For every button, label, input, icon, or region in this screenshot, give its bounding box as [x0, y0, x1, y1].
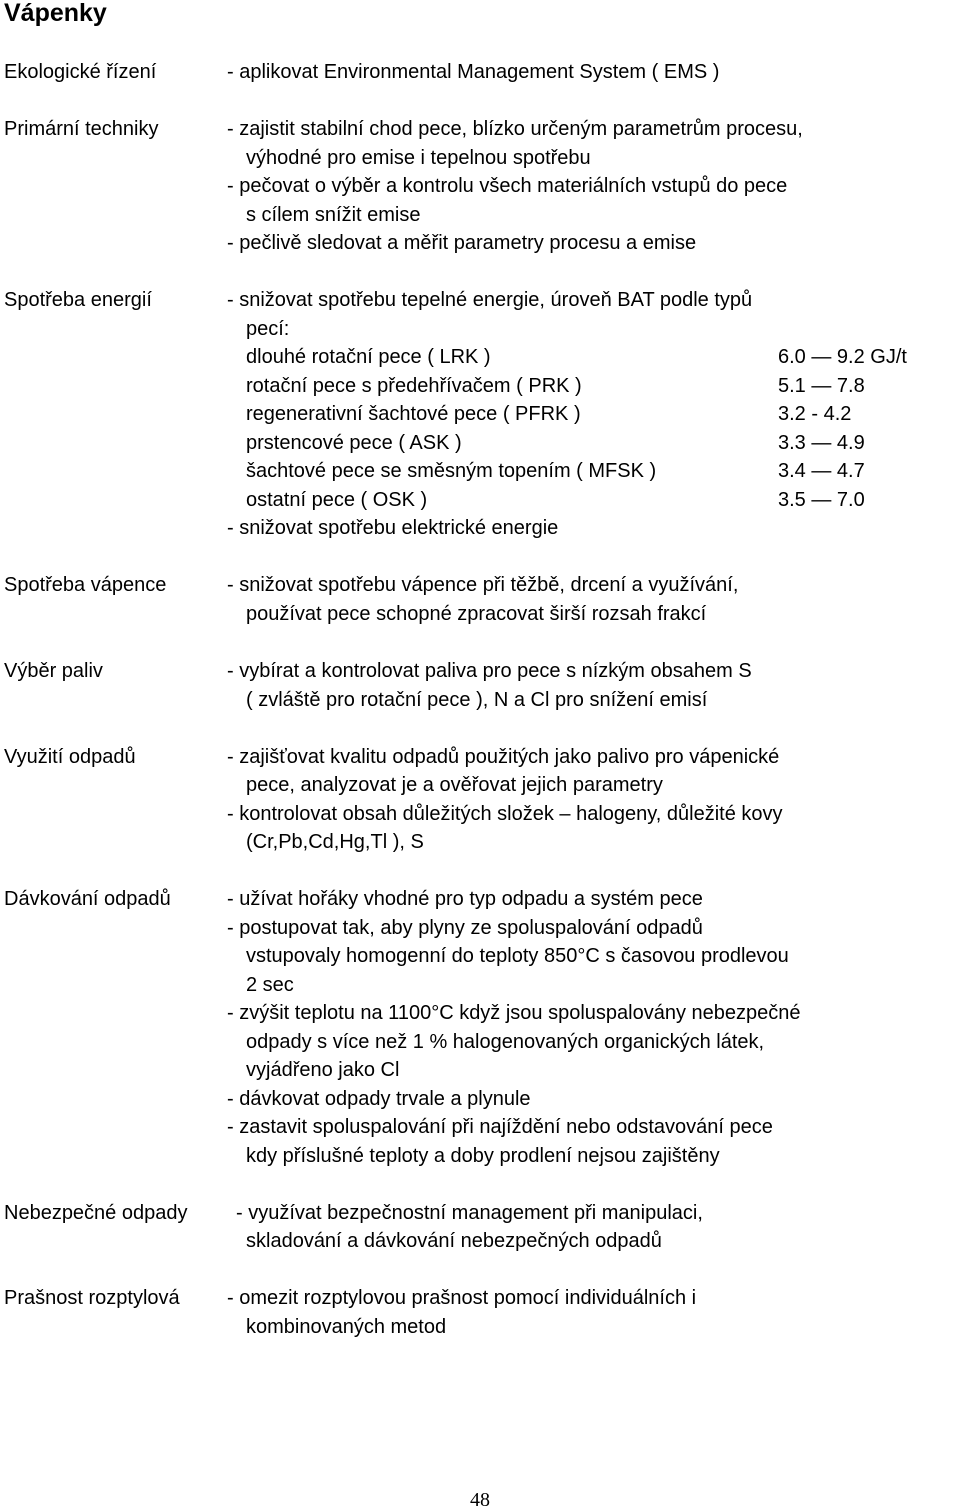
kiln-type-name: dlouhé rotační pece ( LRK ) — [246, 346, 491, 368]
section-line: kombinovaných metod — [246, 1316, 447, 1338]
section-line: skladování a dávkování nebezpečných odpadů — [246, 1230, 662, 1252]
section-line: pecí: — [246, 318, 290, 340]
section-label-ekologicke-rizeni: Ekologické řízení — [4, 61, 157, 83]
section-line: s cílem snížit emise — [246, 204, 421, 226]
section-line: - zastavit spoluspalování při najíždění nebo odstavování pece — [227, 1116, 773, 1138]
section-label-prasnost-rozptylova: Prašnost rozptylová — [4, 1287, 180, 1309]
kiln-energy-value: 6.0 — 9.2 GJ/t — [778, 346, 907, 368]
section-label-spotreba-vapence: Spotřeba vápence — [4, 574, 167, 596]
section-label-nebezpecne-odpady: Nebezpečné odpady — [4, 1202, 188, 1224]
page-number: 48 — [470, 1489, 490, 1511]
kiln-energy-value: 3.3 — 4.9 — [778, 432, 865, 454]
section-line: 2 sec — [246, 974, 294, 996]
section-label-primarni-techniky: Primární techniky — [4, 118, 159, 140]
kiln-energy-value: 3.5 — 7.0 — [778, 489, 865, 511]
section-line: vstupovaly homogenní do teploty 850°C s časovou prodlevou — [246, 945, 789, 967]
kiln-type-name: rotační pece s předehřívačem ( PRK ) — [246, 375, 582, 397]
section-line: - snižovat spotřebu vápence při těžbě, drcení a využívání, — [227, 574, 739, 596]
kiln-type-name: regenerativní šachtové pece ( PFRK ) — [246, 403, 581, 425]
section-label-vyuziti-odpadu: Využití odpadů — [4, 746, 136, 768]
kiln-type-name: prstencové pece ( ASK ) — [246, 432, 462, 454]
section-label-spotreba-energii: Spotřeba energií — [4, 289, 152, 311]
kiln-energy-value: 3.2 - 4.2 — [778, 403, 852, 425]
section-line: - pečovat o výběr a kontrolu všech materiálních vstupů do pece — [227, 175, 788, 197]
section-line: - pečlivě sledovat a měřit parametry procesu a emise — [227, 232, 697, 254]
section-label-davkovani-odpadu: Dávkování odpadů — [4, 888, 171, 910]
section-line: - kontrolovat obsah důležitých složek – halogeny, důležité kovy — [227, 803, 783, 825]
kiln-energy-value: 3.4 — 4.7 — [778, 460, 865, 482]
section-line: - vybírat a kontrolovat paliva pro pece s nízkým obsahem S — [227, 660, 752, 682]
page-title: Vápenky — [4, 0, 107, 27]
section-line: - zajišťovat kvalitu odpadů použitých jako palivo pro vápenické — [227, 746, 780, 768]
section-line: používat pece schopné zpracovat širší rozsah frakcí — [246, 603, 707, 625]
section-line: (Cr,Pb,Cd,Hg,Tl ), S — [246, 831, 424, 853]
section-line: pece, analyzovat je a ověřovat jejich parametry — [246, 774, 663, 796]
section-line: vyjádřeno jako Cl — [246, 1059, 400, 1081]
section-line: - postupovat tak, aby plyny ze spoluspalování odpadů — [227, 917, 703, 939]
section-line: výhodné pro emise i tepelnou spotřebu — [246, 147, 591, 169]
section-line: odpady s více než 1 % halogenovaných organických látek, — [246, 1031, 765, 1053]
section-line: - zvýšit teplotu na 1100°C když jsou spoluspalovány nebezpečné — [227, 1002, 801, 1024]
section-line: - omezit rozptylovou prašnost pomocí individuálních i — [227, 1287, 697, 1309]
section-line: - využívat bezpečnostní management při manipulaci, — [236, 1202, 703, 1224]
kiln-type-name: šachtové pece se směsným topením ( MFSK ) — [246, 460, 657, 482]
kiln-type-name: ostatní pece ( OSK ) — [246, 489, 428, 511]
section-label-vyber-paliv: Výběr paliv — [4, 660, 103, 682]
section-line: - zajistit stabilní chod pece, blízko určeným parametrům procesu, — [227, 118, 803, 140]
section-line: - snižovat spotřebu tepelné energie, úroveň BAT podle typů — [227, 289, 753, 311]
section-line: ( zvláště pro rotační pece ), N a Cl pro snížení emisí — [246, 689, 708, 711]
section-line: - snižovat spotřebu elektrické energie — [227, 517, 559, 539]
section-line: kdy příslušné teploty a doby prodlení nejsou zajištěny — [246, 1145, 720, 1167]
section-line: - dávkovat odpady trvale a plynule — [227, 1088, 531, 1110]
kiln-energy-value: 5.1 — 7.8 — [778, 375, 865, 397]
section-line: - užívat hořáky vhodné pro typ odpadu a systém pece — [227, 888, 703, 910]
section-line: - aplikovat Environmental Management System ( EMS ) — [227, 61, 720, 83]
